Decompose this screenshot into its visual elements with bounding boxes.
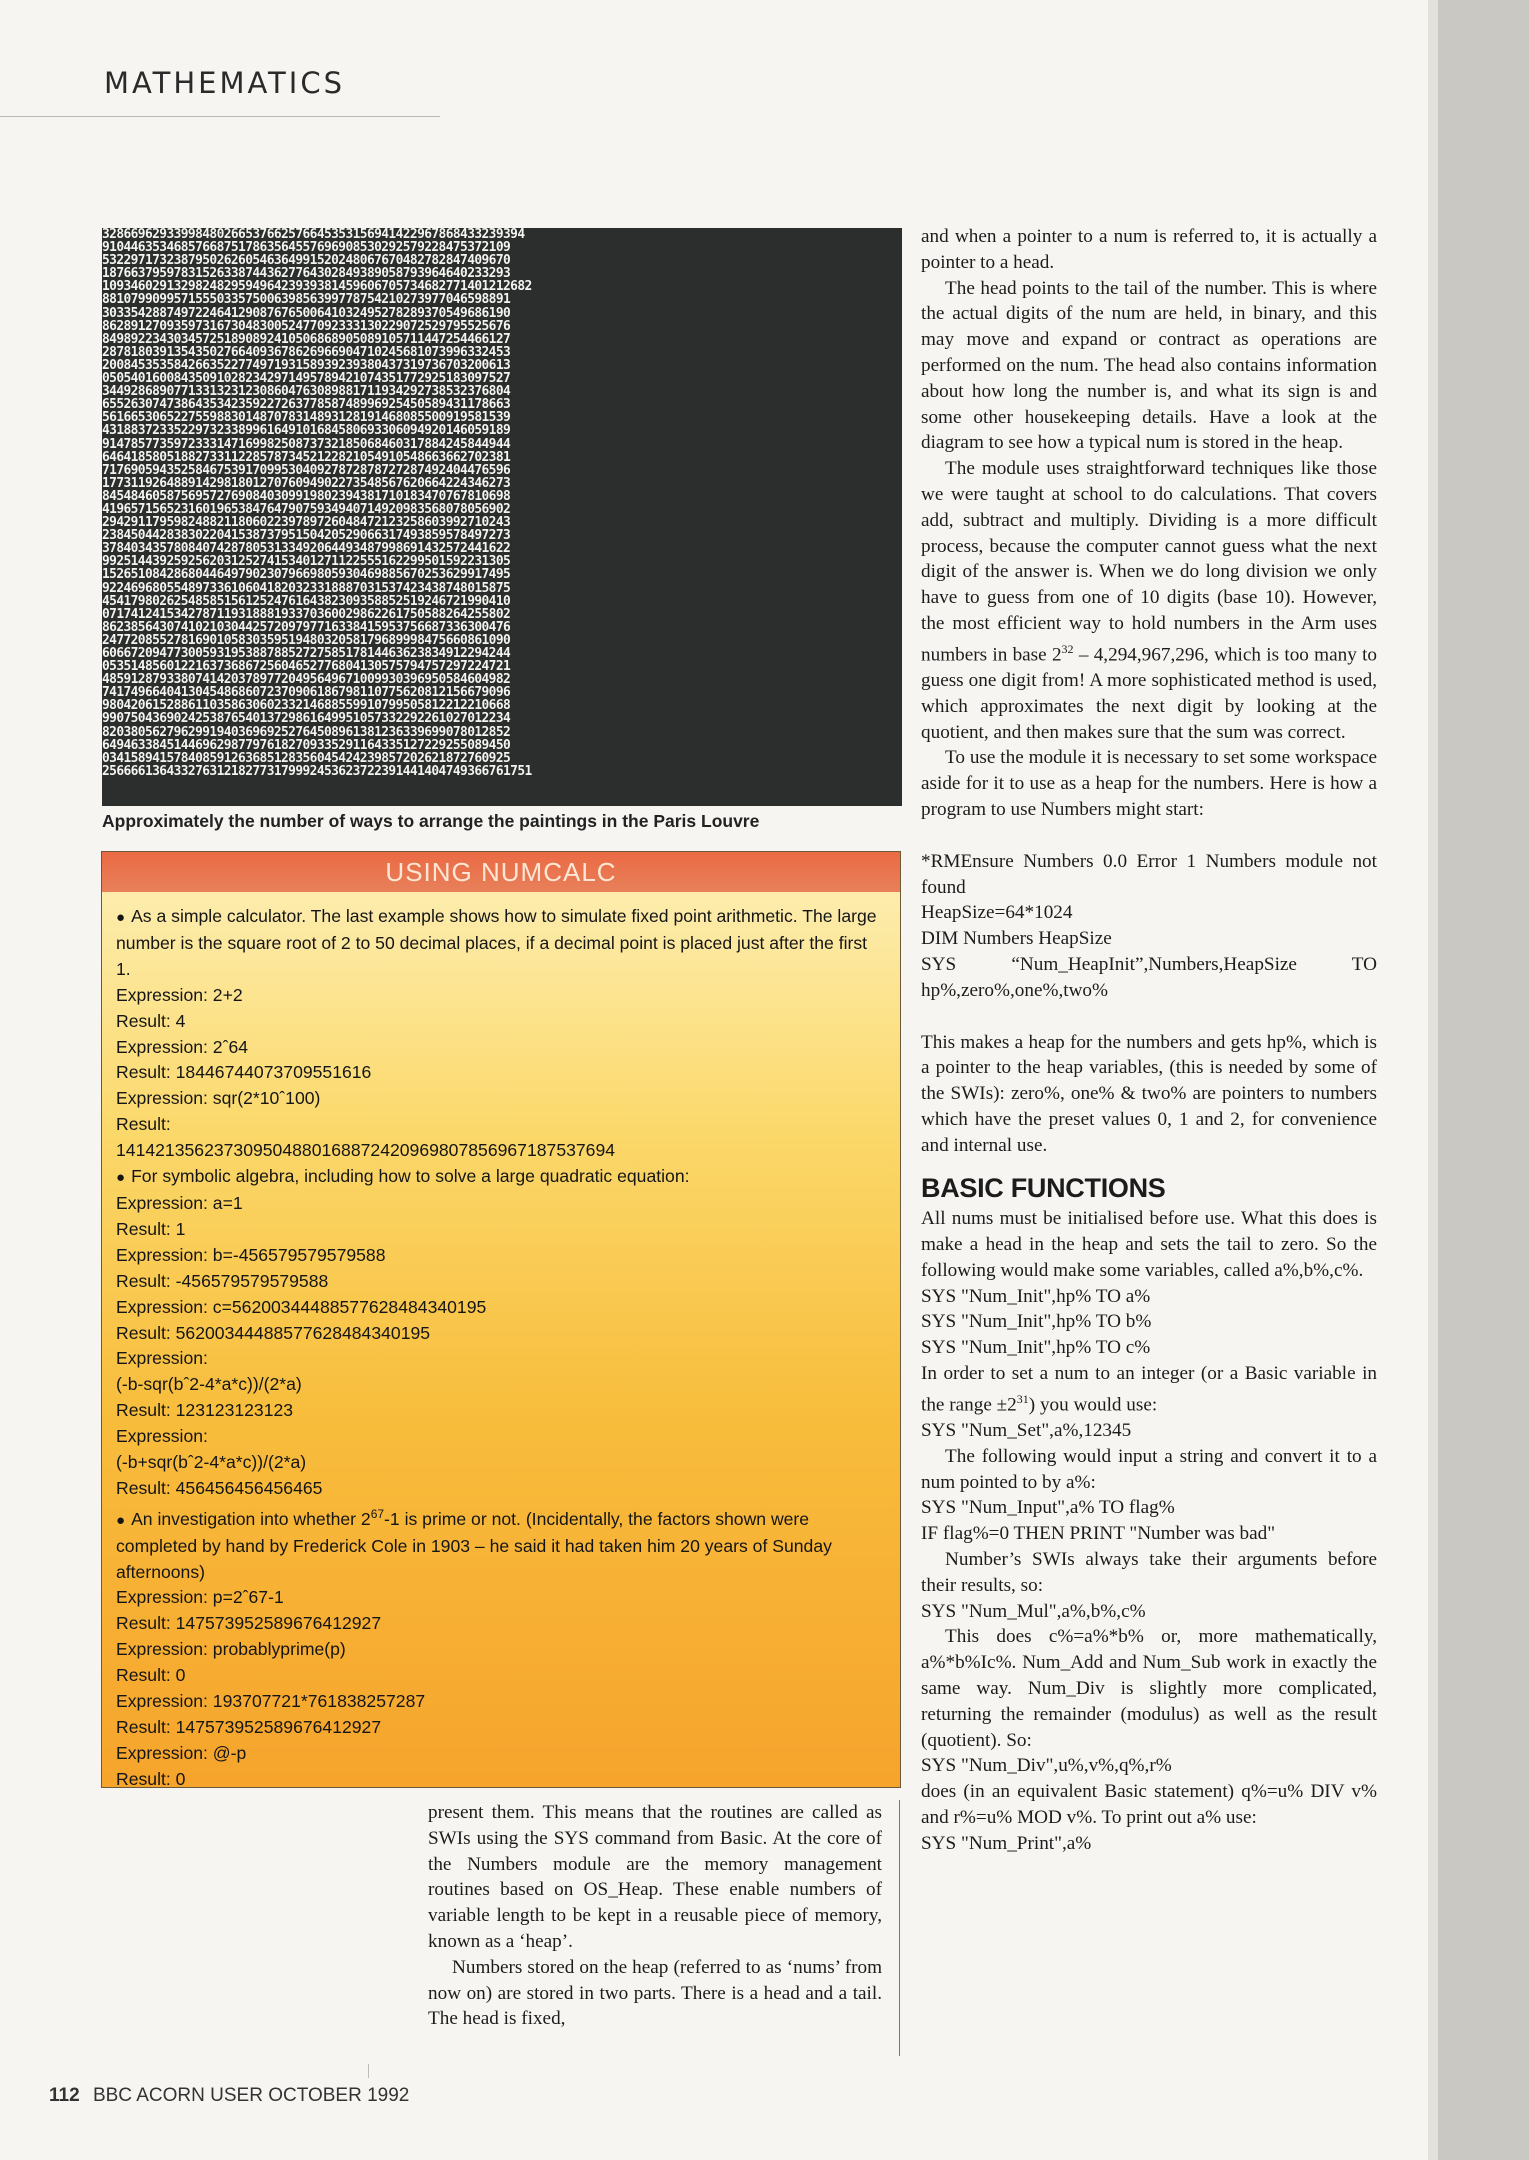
numcalc-line: Result: 147573952589676412927 — [116, 1716, 382, 1737]
right-text-column — [921, 224, 1377, 1857]
digit-row: 881079909957155503357500639856399778754210273977046598891 — [102, 292, 511, 308]
numcalc-line: (-b-sqr(bˆ2-4*a*c))/(2*a) — [116, 1374, 302, 1395]
digit-row: 303354288749722464129087676500641032495278289370549686190 — [102, 305, 511, 321]
page-footer — [49, 2085, 409, 2107]
code-line: SYS "Num_Mul",a%,b%,c% — [921, 1600, 1146, 1622]
header-rule — [0, 116, 440, 117]
numcalc-line: Result: — [116, 1114, 171, 1135]
publication-name: BBC ACORN USER OCTOBER 1992 — [92, 2085, 410, 2106]
digit-row: 606672094773005931953887885272758517814463623834912294244 — [102, 646, 511, 661]
code-line: SYS “Num_HeapInit”,Numbers,HeapSize TO hp%,zero%,one%,two% — [921, 953, 1377, 1001]
numcalc-line: 141421356237309504880168872420969807856967187537694 — [116, 1140, 616, 1161]
numcalc-line: Result: 56200344488577628484340195 — [116, 1322, 431, 1343]
digit-row: 862385643074102103044257209797716338415953756687336300476 — [102, 619, 511, 635]
digit-row: 32866962933998480266537662576645353156941422967868433239394 — [102, 228, 525, 242]
code-listing-heap-init — [921, 849, 1377, 1004]
paragraph: The head points to the tail of the number. This is where the actual digits of the num are held, in binary, and this may move and expand or contract as operations are performed on the num. The head also contains information about how long the number is, and what its sign is and some other housekeeping details. Have a look at the diagram to see how a typical num is stored in the heap. — [921, 277, 1377, 454]
digit-row: 294291179598248821180602239789726048472123258603992710243 — [102, 515, 511, 531]
digit-row: 152651084286804464979023079669805930469885670253629917495 — [102, 567, 511, 583]
section-header: MATHEMATICS — [104, 66, 345, 100]
code-line: IF flag%=0 THEN PRINT "Number was bad" — [921, 1523, 1276, 1545]
numcalc-line: Result: 4 — [116, 1010, 186, 1031]
bullet-icon: ● — [116, 1511, 126, 1529]
numcalc-line: Result: -456579579579588 — [116, 1270, 329, 1291]
digit-row: 910446353468576687517863564557696908530292579228475372109 — [102, 240, 511, 256]
digit-row: 247720855278169010583035951948032058179689998475660861090 — [102, 632, 511, 648]
paragraph: All nums must be initialised before use. What this does is make a head in the heap and sets the tail to zero. So the following would make some variables, called a%,b%,c%. — [921, 1208, 1377, 1281]
numcalc-line: Expression: — [116, 1348, 208, 1369]
numcalc-line: Expression: 2+2 — [116, 984, 243, 1005]
numcalc-sidebar — [101, 851, 901, 1788]
digit-row: 454179802625485851561252476164382309358852519246721990410 — [102, 593, 511, 609]
paragraph: This does c%=a%*b% or, more mathematically, a%*b%Ic%. Num_Add and Num_Sub work in exactly the same way. Num_Div is slightly more complicated, returning the remainder (modulus) as well as the result (quotient). So: — [921, 1626, 1377, 1751]
digit-row: 649463384514469629877976182709335291164335127229255089450 — [102, 737, 511, 753]
numcalc-line: Expression: c=56200344488577628484340195 — [116, 1296, 487, 1317]
paragraph: Number’s SWIs always take their arguments before their results, so: — [921, 1549, 1377, 1596]
subheading: BASIC FUNCTIONS — [921, 1173, 1166, 1204]
digit-row: 914785773597233314716998250873732185068460317884245844944 — [102, 436, 511, 452]
bullet-icon: ● — [116, 909, 126, 926]
digit-row: 287818039135435027664093678626966904710245681073996332453 — [102, 344, 511, 360]
digit-row: 820380562796299194036969252764508961381236339699078012852 — [102, 724, 511, 740]
code-line: SYS "Num_Print",a% — [921, 1832, 1092, 1854]
digit-row: 344928689077133132312308604763089881711934292738532376804 — [102, 384, 511, 400]
digit-row: 419657156523160196538476479075934940714920983568078056902 — [102, 501, 511, 517]
digit-row: 922469680554897336106041820323318887031537423438748015875 — [102, 580, 511, 596]
numcalc-line: Result: 147573952589676412927 — [116, 1613, 382, 1634]
paragraph: Numbers stored on the heap (referred to as ‘nums’ from now on) are stored in two parts. There is a head and a tail. The head is fixed, — [428, 1956, 882, 2030]
numcalc-intro-calculator: ● As a simple calculator. The last example shows how to simulate fixed point arithmetic. The large number is the square root of 2 to 50 decimal places, if a decimal point is placed just after the first 1. — [116, 906, 877, 979]
numcalc-line: Result: 1 — [116, 1218, 186, 1239]
digit-row: 980420615288611035863060233214688559910799505812212210668 — [102, 698, 511, 714]
numcalc-line: Expression: probablyprime(p) — [116, 1639, 346, 1660]
numcalc-line: Result: 456456456456465 — [116, 1477, 323, 1498]
digit-row: 109346029132982482959496423939381459606705734682771401212682 — [102, 279, 532, 295]
code-line: HeapSize=64*1024 — [921, 902, 1073, 924]
big-number-caption: Approximately the number of ways to arrange the paintings in the Paris Louvre — [102, 811, 760, 831]
digit-row: 646418580518827331122857873452122821054910548663662702381 — [102, 449, 511, 465]
big-number-block — [102, 228, 902, 806]
numcalc-line: Expression: @-p — [116, 1742, 247, 1763]
digit-row: 845484605875695727690840309919802394381710183470767810698 — [102, 488, 511, 504]
code-line: *RMEnsure Numbers 0.0 Error 1 Numbers module not found — [921, 850, 1377, 898]
digit-row: 849892234303457251890892410506868905089105711447254466127 — [102, 331, 511, 347]
digit-row: 561665306522755988301487078314893128191468085500919581539 — [102, 410, 511, 426]
numcalc-line: (-b+sqr(bˆ2-4*a*c))/(2*a) — [116, 1452, 307, 1473]
footer-tick — [368, 2064, 369, 2078]
code-listing-num-input — [921, 1495, 1377, 1547]
digit-row: 177311926488914298180127076094902273548567620664224346273 — [102, 475, 511, 491]
column-divider — [899, 1800, 900, 2056]
code-line: SYS "Num_Init",hp% TO c% — [921, 1337, 1151, 1359]
numcalc-line: Result: 0 — [116, 1768, 186, 1789]
code-listing-num-init — [921, 1284, 1377, 1361]
digit-row: 992514439259256203125274153401271122555162299501592231305 — [102, 554, 511, 570]
code-line: DIM Numbers HeapSize — [921, 928, 1112, 950]
left-text-column — [428, 1800, 882, 2032]
numcalc-line: Result: 18446744073709551616 — [116, 1062, 372, 1083]
numcalc-line: Expression: 193707721*761838257287 — [116, 1691, 426, 1712]
bullet-icon: ● — [116, 1169, 126, 1187]
paragraph: To use the module it is necessary to set some workspace aside for it to use as a heap for the numbers. Here is how a program to use Numbers might start: — [921, 747, 1377, 820]
paragraph: The module uses straightforward techniques like those we were taught at school to do calculations. That covers add, subtract and multiply. Dividing is a more difficult process, because the computer cannot guess what the next digit of the answer is. When we do long division we only have to guess from one of 10 digits (base 10). However, the most efficient way to hold numbers in the Arm uses numbers in base $2^{32} - 4,294,967,296$, which is too many to guess one digit from! A more sophisticated method is used, which approximates the next digit by looking at the quotient, and then makes sure that the sum was correct. — [921, 458, 1377, 743]
numcalc-intro-prime: ● An investigation into whether $2^{67}-1$ is prime or not. (Incidentally, the factors shown were completed by hand by Frederick Cole in 1903 – he said it had taken him 20 years of Sunday afternoons) — [116, 1506, 832, 1582]
numcalc-line: Expression: p=2ˆ67-1 — [116, 1587, 284, 1608]
paragraph: does (in an equivalent Basic statement) q%=u% DIV v% and r%=u% MOD v%. To print out a% use: — [921, 1781, 1377, 1828]
digit-row: 034158941578408591263685128356045424239857202621872760925 — [102, 750, 511, 766]
numcalc-body — [102, 892, 900, 1793]
page-number: 112 — [49, 2085, 80, 2106]
digit-row: 187663795978315263387443627764302849389058793964640233293 — [102, 266, 511, 282]
paragraph: and when a pointer to a num is referred to, it is actually a pointer to a head. — [921, 226, 1377, 273]
digit-row: 238450442838302204153873795150420529066317493859578497273 — [102, 528, 511, 544]
code-line: SYS "Num_Init",hp% TO a% — [921, 1285, 1151, 1307]
code-line: SYS "Num_Init",hp% TO b% — [921, 1311, 1152, 1333]
page-edge — [1438, 0, 1529, 2160]
digit-row: 256666136433276312182773179992453623722391441404749366761751 — [102, 763, 532, 779]
digit-row: 485912879338074142037897720495649671009930396950584604982 — [102, 672, 511, 688]
numcalc-title: USING NUMCALC — [102, 852, 900, 892]
digit-row: 655263074738643534235922726377858748996925450589431178663 — [102, 397, 511, 413]
numcalc-example-prime — [116, 1585, 886, 1792]
numcalc-line: Result: 123123123123 — [116, 1400, 294, 1421]
numcalc-line: Expression: b=-456579579579588 — [116, 1244, 386, 1265]
paragraph: present them. This means that the routines are called as SWIs using the SYS command from Basic. At the core of the Numbers module are the memory management routines based on OS_Heap. These enable numbers of variable length to be kept in a reusable piece of memory, known as a ‘heap’. — [428, 1802, 882, 1952]
numcalc-line: Expression: — [116, 1426, 208, 1447]
paragraph: The following would input a string and convert it to a num pointed to by a%: — [921, 1445, 1377, 1493]
paragraph: In order to set a num to an integer (or a Basic variable in the range $\pm 2^{31}$) you would use: — [921, 1363, 1377, 1416]
numcalc-example-calculator — [116, 983, 886, 1164]
numcalc-line: Result: 0 — [116, 1665, 186, 1686]
numcalc-line: Expression: 2ˆ64 — [116, 1036, 249, 1057]
numcalc-line: Expression: a=1 — [116, 1192, 243, 1213]
digit-row: 200845353584266352277497193158939239380437319736703200613 — [102, 357, 511, 373]
numcalc-line: Expression: sqr(2*10ˆ100) — [116, 1088, 321, 1109]
digit-row: 431883723352297323389961649101684580693306094920146059189 — [102, 423, 511, 439]
digit-row: 532297173238795026260546364991520248067670482782847409670 — [102, 253, 511, 269]
code-line: SYS "Num_Input",a% TO flag% — [921, 1497, 1175, 1519]
digit-row: 862891270935973167304830052477092333130229072529795525676 — [102, 318, 511, 334]
digit-row: 741749664041304548686072370906186798110775620812156679096 — [102, 685, 511, 701]
paragraph: This makes a heap for the numbers and gets hp%, which is a pointer to the heap variables, (this is needed by some of the SWIs): zero%, one% & two% are pointers to numbers which have the preset values 0, 1 and 2, for convenience and internal use. — [921, 1031, 1377, 1156]
code-line: SYS "Num_Set",a%,12345 — [921, 1420, 1132, 1442]
digit-row: 050540160084350910282342971495789421074351772925183097527 — [102, 371, 511, 387]
digit-row: 071741241534278711931888193370360029862261750588264255802 — [102, 606, 511, 622]
digit-row: 378403435780840742878053133492064493487998691432572441622 — [102, 541, 511, 557]
numcalc-example-algebra — [116, 1191, 886, 1502]
digit-row: 717690594352584675391709953040927872878727287492404476596 — [102, 462, 511, 478]
code-line: SYS "Num_Div",u%,v%,q%,r% — [921, 1755, 1172, 1777]
numcalc-intro-algebra: ● For symbolic algebra, including how to solve a large quadratic equation: — [116, 1166, 690, 1187]
digit-row: 053514856012216373686725604652776804130575794757297224721 — [102, 659, 511, 675]
digit-row: 990750436902425387654013729861649951057332292261027012234 — [102, 711, 511, 727]
